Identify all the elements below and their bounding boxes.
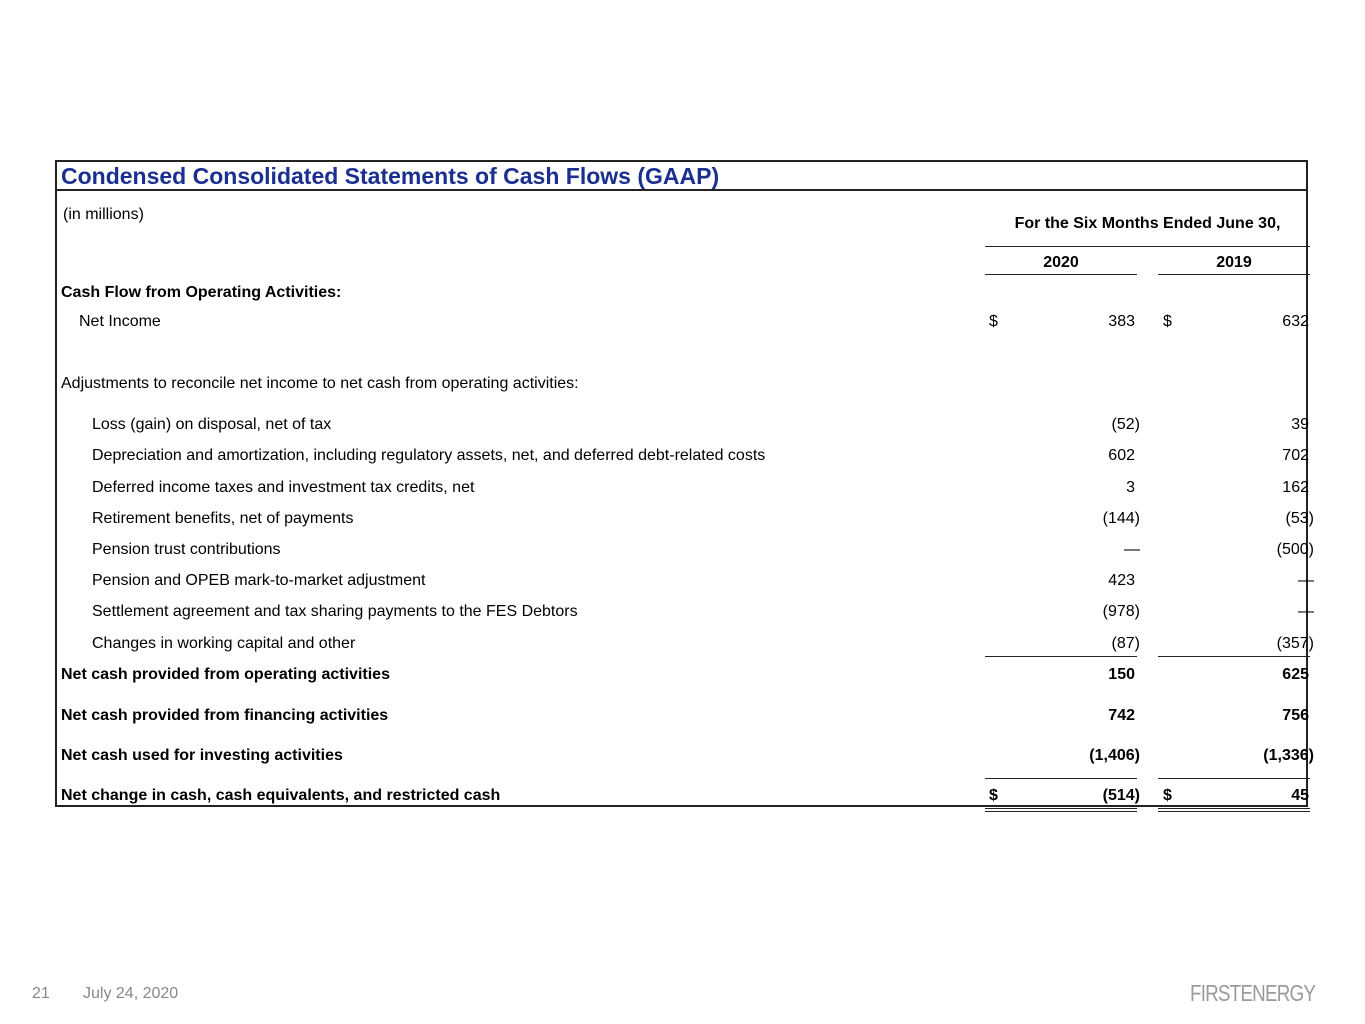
row-label: Pension and OPEB mark-to-market adjustment — [92, 572, 426, 589]
value-2020: (514) — [1102, 787, 1140, 804]
total-row-financing — [0, 705, 1365, 727]
row-label: Net cash used for investing activities — [61, 747, 343, 764]
period-underline — [985, 246, 1310, 247]
row-label: Depreciation and amortization, including regulatory assets, net, and deferred debt-related costs — [92, 447, 766, 464]
net-income-2020: 383 — [1108, 313, 1135, 330]
year-2019-header: 2019 — [1216, 254, 1252, 271]
table-row — [0, 414, 1365, 436]
value-2019: 45 — [1291, 787, 1309, 804]
period-header: For the Six Months Ended June 30, — [1014, 215, 1281, 232]
subtotal-rule-2020 — [985, 656, 1137, 657]
table-row — [0, 539, 1365, 561]
value-2019: 39 — [1291, 416, 1309, 433]
net-change-top-rule-2020 — [985, 778, 1137, 779]
currency-2020: $ — [989, 787, 998, 804]
table-row — [0, 445, 1365, 467]
footer-date: July 24, 2020 — [83, 985, 179, 1002]
value-2019: — — [1298, 572, 1314, 589]
row-label: Deferred income taxes and investment tax credits, net — [92, 479, 475, 496]
row-label: Pension trust contributions — [92, 541, 281, 558]
value-2020: 602 — [1108, 447, 1135, 464]
row-label: Retirement benefits, net of payments — [92, 510, 354, 527]
row-label: Net change in cash, cash equivalents, and restricted cash — [61, 787, 501, 804]
row-label: Net cash provided from financing activities — [61, 707, 389, 724]
table-row — [0, 477, 1365, 499]
row-label: Settlement agreement and tax sharing payments to the FES Debtors — [92, 603, 578, 620]
value-2020: 3 — [1126, 479, 1135, 496]
total-row-operating — [0, 664, 1365, 686]
table-row — [0, 570, 1365, 592]
total-row-investing — [0, 745, 1365, 767]
value-2020: — — [1124, 541, 1140, 558]
year-2019-underline — [1158, 274, 1310, 275]
net-income-row — [0, 311, 1365, 333]
year-2020-underline — [985, 274, 1137, 275]
row-label: Net cash provided from operating activities — [61, 666, 390, 683]
section-operating-label: Cash Flow from Operating Activities: — [61, 284, 342, 301]
row-label: Changes in working capital and other — [92, 635, 356, 652]
value-2020: (1,406) — [1089, 747, 1140, 764]
value-2020: (978) — [1102, 603, 1140, 620]
value-2019: (500) — [1276, 541, 1314, 558]
value-2019: (53) — [1285, 510, 1314, 527]
value-2020: (87) — [1111, 635, 1140, 652]
double-rule-2020-b — [985, 811, 1137, 812]
adjustments-header-row — [0, 373, 1365, 395]
net-income-label: Net Income — [79, 313, 161, 330]
table-row — [0, 508, 1365, 530]
currency-2020: $ — [989, 313, 998, 330]
value-2020: (144) — [1102, 510, 1140, 527]
value-2020: 423 — [1108, 572, 1135, 589]
value-2020: 742 — [1108, 707, 1135, 724]
currency-2019: $ — [1163, 787, 1172, 804]
page-title: Condensed Consolidated Statements of Cash Flows (GAAP) — [61, 163, 720, 189]
adjustments-header-label: Adjustments to reconcile net income to net cash from operating activities: — [61, 375, 579, 392]
double-rule-2019-b — [1158, 811, 1310, 812]
page-number: 21 — [32, 985, 50, 1002]
net-change-top-rule-2019 — [1158, 778, 1310, 779]
value-2019: 625 — [1282, 666, 1309, 683]
value-2019: — — [1298, 603, 1314, 620]
value-2019: (1,336) — [1263, 747, 1314, 764]
table-row — [0, 601, 1365, 623]
net-change-row — [0, 785, 1365, 807]
units-label: (in millions) — [63, 206, 144, 223]
value-2019: (357) — [1276, 635, 1314, 652]
row-label: Loss (gain) on disposal, net of tax — [92, 416, 332, 433]
company-logo: FIRSTENERGY — [1190, 980, 1316, 1006]
year-2020-header: 2020 — [1043, 254, 1079, 271]
value-2019: 702 — [1282, 447, 1309, 464]
value-2019: 162 — [1282, 479, 1309, 496]
currency-2019: $ — [1163, 313, 1172, 330]
net-income-2019: 632 — [1282, 313, 1309, 330]
table-row — [0, 633, 1365, 655]
subtotal-rule-2019 — [1158, 656, 1310, 657]
section-operating-row — [0, 282, 1365, 304]
value-2020: (52) — [1111, 416, 1140, 433]
value-2020: 150 — [1108, 666, 1135, 683]
value-2019: 756 — [1282, 707, 1309, 724]
double-rule-2019-a — [1158, 808, 1310, 809]
double-rule-2020-a — [985, 808, 1137, 809]
